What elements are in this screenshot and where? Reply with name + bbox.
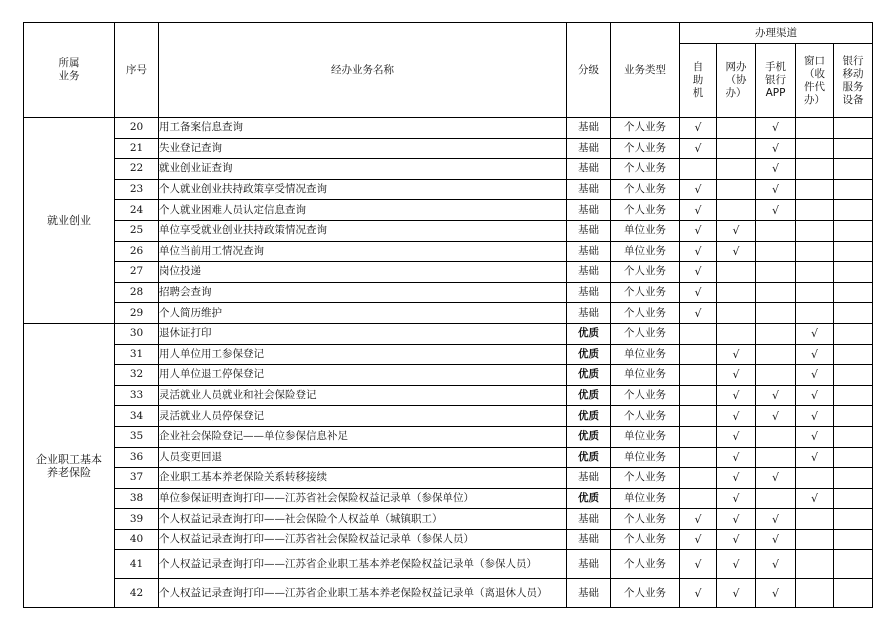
table-row [24,550,873,579]
channel-mobile-app-cell: √ [756,468,796,489]
channel-mobile-app-cell: √ [756,529,796,550]
channel-online-cell: √ [717,220,756,241]
level-cell: 基础 [567,241,611,262]
channel-kiosk-cell: √ [680,303,717,324]
business-type-cell: 个人业务 [611,303,680,324]
channel-kiosk-cell [680,426,717,447]
business-type-cell: 个人业务 [611,262,680,283]
seq-cell: 28 [115,282,159,303]
channel-bank-device-cell [834,344,873,365]
channel-mobile-app-cell [756,241,796,262]
channel-kiosk-cell [680,159,717,180]
channel-bank-device-cell [834,447,873,468]
channel-window-cell: √ [796,488,834,509]
business-type-cell: 个人业务 [611,323,680,344]
service-name-cell: 就业创业证查询 [159,159,567,180]
channel-bank-device-cell [834,365,873,386]
seq-cell: 23 [115,179,159,200]
channel-bank-device-cell [834,138,873,159]
channel-window-cell [796,282,834,303]
channel-kiosk-cell: √ [680,118,717,139]
channel-bank-device-cell [834,579,873,608]
channel-bank-device-cell [834,241,873,262]
channel-kiosk-cell: √ [680,241,717,262]
channel-online-cell [717,159,756,180]
table-body [24,118,873,608]
channel-window-cell: √ [796,406,834,427]
channel-online-cell: √ [717,426,756,447]
level-cell: 基础 [567,303,611,324]
channel-window-cell: √ [796,344,834,365]
business-type-cell: 单位业务 [611,488,680,509]
business-type-cell: 单位业务 [611,344,680,365]
channel-window-cell [796,118,834,139]
channel-kiosk-cell: √ [680,200,717,221]
channel-bank-device-cell [834,159,873,180]
channel-window-cell [796,468,834,489]
channel-online-cell [717,282,756,303]
seq-cell: 25 [115,220,159,241]
channel-mobile-app-cell [756,447,796,468]
channel-kiosk-cell: √ [680,550,717,579]
table-row [24,262,873,283]
business-category-cell: 企业职工基本 养老保险 [24,323,115,608]
level-cell: 基础 [567,200,611,221]
header-row-1 [24,23,873,44]
channel-window-cell [796,138,834,159]
header-business: 所属 业务 [24,23,115,118]
service-name-cell: 企业职工基本养老保险关系转移接续 [159,468,567,489]
channel-online-cell [717,118,756,139]
channel-kiosk-cell: √ [680,179,717,200]
level-cell: 基础 [567,138,611,159]
table-row [24,426,873,447]
channel-bank-device-cell [834,488,873,509]
level-cell: 优质 [567,488,611,509]
channel-mobile-app-cell [756,365,796,386]
business-type-cell: 单位业务 [611,365,680,386]
level-cell: 基础 [567,468,611,489]
channel-online-cell: √ [717,406,756,427]
service-name-cell: 人员变更回退 [159,447,567,468]
channel-mobile-app-cell: √ [756,200,796,221]
service-name-cell: 单位享受就业创业扶持政策情况查询 [159,220,567,241]
seq-cell: 39 [115,509,159,530]
service-name-cell: 用人单位退工停保登记 [159,365,567,386]
service-name-cell: 个人权益记录查询打印——江苏省企业职工基本养老保险权益记录单（离退休人员） [159,579,567,608]
seq-cell: 34 [115,406,159,427]
service-name-cell: 退休证打印 [159,323,567,344]
channel-window-cell [796,220,834,241]
channel-bank-device-cell [834,323,873,344]
seq-cell: 21 [115,138,159,159]
header-channel-bank-device: 银行 移动 服务 设备 [834,44,873,118]
channel-kiosk-cell: √ [680,138,717,159]
table-row [24,406,873,427]
channel-window-cell [796,579,834,608]
channel-kiosk-cell [680,385,717,406]
channel-kiosk-cell [680,323,717,344]
channel-window-cell [796,509,834,530]
table-row [24,365,873,386]
channel-mobile-app-cell [756,344,796,365]
business-type-cell: 个人业务 [611,138,680,159]
service-name-cell: 个人简历维护 [159,303,567,324]
business-category-cell: 就业创业 [24,118,115,324]
channel-bank-device-cell [834,550,873,579]
level-cell: 优质 [567,447,611,468]
channel-bank-device-cell [834,200,873,221]
business-type-cell: 单位业务 [611,426,680,447]
channel-mobile-app-cell: √ [756,138,796,159]
channel-mobile-app-cell: √ [756,118,796,139]
level-cell: 基础 [567,509,611,530]
table-row [24,138,873,159]
table-row [24,529,873,550]
table-row [24,282,873,303]
service-name-cell: 失业登记查询 [159,138,567,159]
level-cell: 基础 [567,282,611,303]
level-cell: 基础 [567,579,611,608]
channel-window-cell [796,529,834,550]
table-row [24,468,873,489]
channel-mobile-app-cell [756,282,796,303]
service-name-cell: 用工备案信息查询 [159,118,567,139]
service-name-cell: 个人权益记录查询打印——江苏省企业职工基本养老保险权益记录单（参保人员） [159,550,567,579]
channel-mobile-app-cell: √ [756,385,796,406]
channel-kiosk-cell: √ [680,282,717,303]
service-name-cell: 用人单位用工参保登记 [159,344,567,365]
channel-bank-device-cell [834,385,873,406]
channel-kiosk-cell: √ [680,220,717,241]
table-row [24,579,873,608]
channel-online-cell [717,200,756,221]
channel-bank-device-cell [834,282,873,303]
channel-mobile-app-cell: √ [756,406,796,427]
service-name-cell: 个人权益记录查询打印——社会保险个人权益单（城镇职工） [159,509,567,530]
channel-mobile-app-cell [756,262,796,283]
header-type: 业务类型 [611,23,680,118]
level-cell: 优质 [567,365,611,386]
channel-kiosk-cell: √ [680,262,717,283]
table-row [24,385,873,406]
seq-cell: 35 [115,426,159,447]
channel-mobile-app-cell: √ [756,159,796,180]
level-cell: 基础 [567,529,611,550]
channel-mobile-app-cell [756,323,796,344]
channel-window-cell: √ [796,323,834,344]
channel-online-cell: √ [717,509,756,530]
table-row [24,509,873,530]
business-type-cell: 个人业务 [611,406,680,427]
header-channels-group: 办理渠道 [680,23,873,44]
business-type-cell: 个人业务 [611,509,680,530]
level-cell: 基础 [567,550,611,579]
business-type-cell: 个人业务 [611,200,680,221]
channel-bank-device-cell [834,426,873,447]
business-type-cell: 个人业务 [611,529,680,550]
table-row [24,303,873,324]
business-type-cell: 个人业务 [611,118,680,139]
business-type-cell: 个人业务 [611,468,680,489]
business-type-cell: 单位业务 [611,220,680,241]
service-name-cell: 灵活就业人员就业和社会保险登记 [159,385,567,406]
seq-cell: 36 [115,447,159,468]
channel-window-cell [796,262,834,283]
channel-bank-device-cell [834,262,873,283]
channel-window-cell [796,550,834,579]
channel-online-cell: √ [717,550,756,579]
channel-online-cell: √ [717,365,756,386]
channel-window-cell: √ [796,385,834,406]
header-seq: 序号 [115,23,159,118]
channel-mobile-app-cell [756,303,796,324]
channel-mobile-app-cell [756,488,796,509]
channel-bank-device-cell [834,406,873,427]
level-cell: 优质 [567,323,611,344]
header-name: 经办业务名称 [159,23,567,118]
service-name-cell: 岗位投递 [159,262,567,283]
business-type-cell: 个人业务 [611,579,680,608]
service-name-cell: 企业社会保险登记——单位参保信息补足 [159,426,567,447]
channel-kiosk-cell: √ [680,579,717,608]
business-type-cell: 个人业务 [611,550,680,579]
service-name-cell: 个人就业创业扶持政策享受情况查询 [159,179,567,200]
level-cell: 优质 [567,406,611,427]
channel-mobile-app-cell: √ [756,179,796,200]
level-cell: 优质 [567,385,611,406]
channel-window-cell [796,159,834,180]
table-row [24,344,873,365]
seq-cell: 37 [115,468,159,489]
level-cell: 基础 [567,159,611,180]
table-row [24,159,873,180]
channel-mobile-app-cell [756,220,796,241]
channel-online-cell: √ [717,344,756,365]
header-channel-online: 网办 （协 办） [717,44,756,118]
channel-kiosk-cell: √ [680,509,717,530]
channel-bank-device-cell [834,220,873,241]
channel-online-cell: √ [717,468,756,489]
header-channel-mobile-app: 手机 银行 APP [756,44,796,118]
table-row [24,179,873,200]
channel-kiosk-cell [680,468,717,489]
channel-mobile-app-cell [756,426,796,447]
channel-bank-device-cell [834,529,873,550]
channel-online-cell [717,179,756,200]
table-row [24,488,873,509]
channel-kiosk-cell [680,447,717,468]
seq-cell: 29 [115,303,159,324]
service-name-cell: 单位参保证明查询打印——江苏省社会保险权益记录单（参保单位） [159,488,567,509]
channel-online-cell [717,303,756,324]
header-channel-window: 窗口 （收 件代 办） [796,44,834,118]
table-row [24,118,873,139]
channel-online-cell: √ [717,529,756,550]
channel-window-cell: √ [796,447,834,468]
level-cell: 优质 [567,344,611,365]
table-row [24,200,873,221]
seq-cell: 40 [115,529,159,550]
channel-kiosk-cell: √ [680,529,717,550]
channel-window-cell [796,303,834,324]
seq-cell: 24 [115,200,159,221]
channel-mobile-app-cell: √ [756,550,796,579]
channel-bank-device-cell [834,468,873,489]
channel-kiosk-cell [680,365,717,386]
header-channel-kiosk: 自 助 机 [680,44,717,118]
table-row [24,323,873,344]
channel-kiosk-cell [680,488,717,509]
seq-cell: 26 [115,241,159,262]
business-type-cell: 个人业务 [611,179,680,200]
seq-cell: 41 [115,550,159,579]
seq-cell: 27 [115,262,159,283]
channel-online-cell: √ [717,385,756,406]
business-type-cell: 个人业务 [611,282,680,303]
table-row [24,241,873,262]
service-name-cell: 单位当前用工情况查询 [159,241,567,262]
seq-cell: 33 [115,385,159,406]
channel-bank-device-cell [834,118,873,139]
seq-cell: 22 [115,159,159,180]
level-cell: 基础 [567,118,611,139]
level-cell: 基础 [567,220,611,241]
service-name-cell: 招聘会查询 [159,282,567,303]
channel-mobile-app-cell: √ [756,509,796,530]
level-cell: 优质 [567,426,611,447]
channel-bank-device-cell [834,303,873,324]
seq-cell: 38 [115,488,159,509]
channel-window-cell [796,241,834,262]
seq-cell: 20 [115,118,159,139]
seq-cell: 32 [115,365,159,386]
channel-kiosk-cell [680,344,717,365]
business-type-cell: 个人业务 [611,159,680,180]
channel-online-cell: √ [717,579,756,608]
channel-window-cell: √ [796,365,834,386]
channel-online-cell [717,138,756,159]
channel-window-cell [796,179,834,200]
business-type-cell: 个人业务 [611,385,680,406]
channel-kiosk-cell [680,406,717,427]
service-channel-table [23,22,873,608]
seq-cell: 30 [115,323,159,344]
channel-online-cell [717,262,756,283]
seq-cell: 31 [115,344,159,365]
service-name-cell: 个人权益记录查询打印——江苏省社会保险权益记录单（参保人员） [159,529,567,550]
business-type-cell: 单位业务 [611,241,680,262]
channel-bank-device-cell [834,509,873,530]
level-cell: 基础 [567,262,611,283]
channel-window-cell: √ [796,426,834,447]
channel-online-cell [717,323,756,344]
business-type-cell: 单位业务 [611,447,680,468]
channel-online-cell: √ [717,488,756,509]
channel-online-cell: √ [717,241,756,262]
channel-mobile-app-cell: √ [756,579,796,608]
table-row [24,220,873,241]
channel-window-cell [796,200,834,221]
service-name-cell: 灵活就业人员停保登记 [159,406,567,427]
table-row [24,447,873,468]
level-cell: 基础 [567,179,611,200]
seq-cell: 42 [115,579,159,608]
header-level: 分级 [567,23,611,118]
channel-online-cell: √ [717,447,756,468]
channel-bank-device-cell [834,179,873,200]
service-name-cell: 个人就业困难人员认定信息查询 [159,200,567,221]
